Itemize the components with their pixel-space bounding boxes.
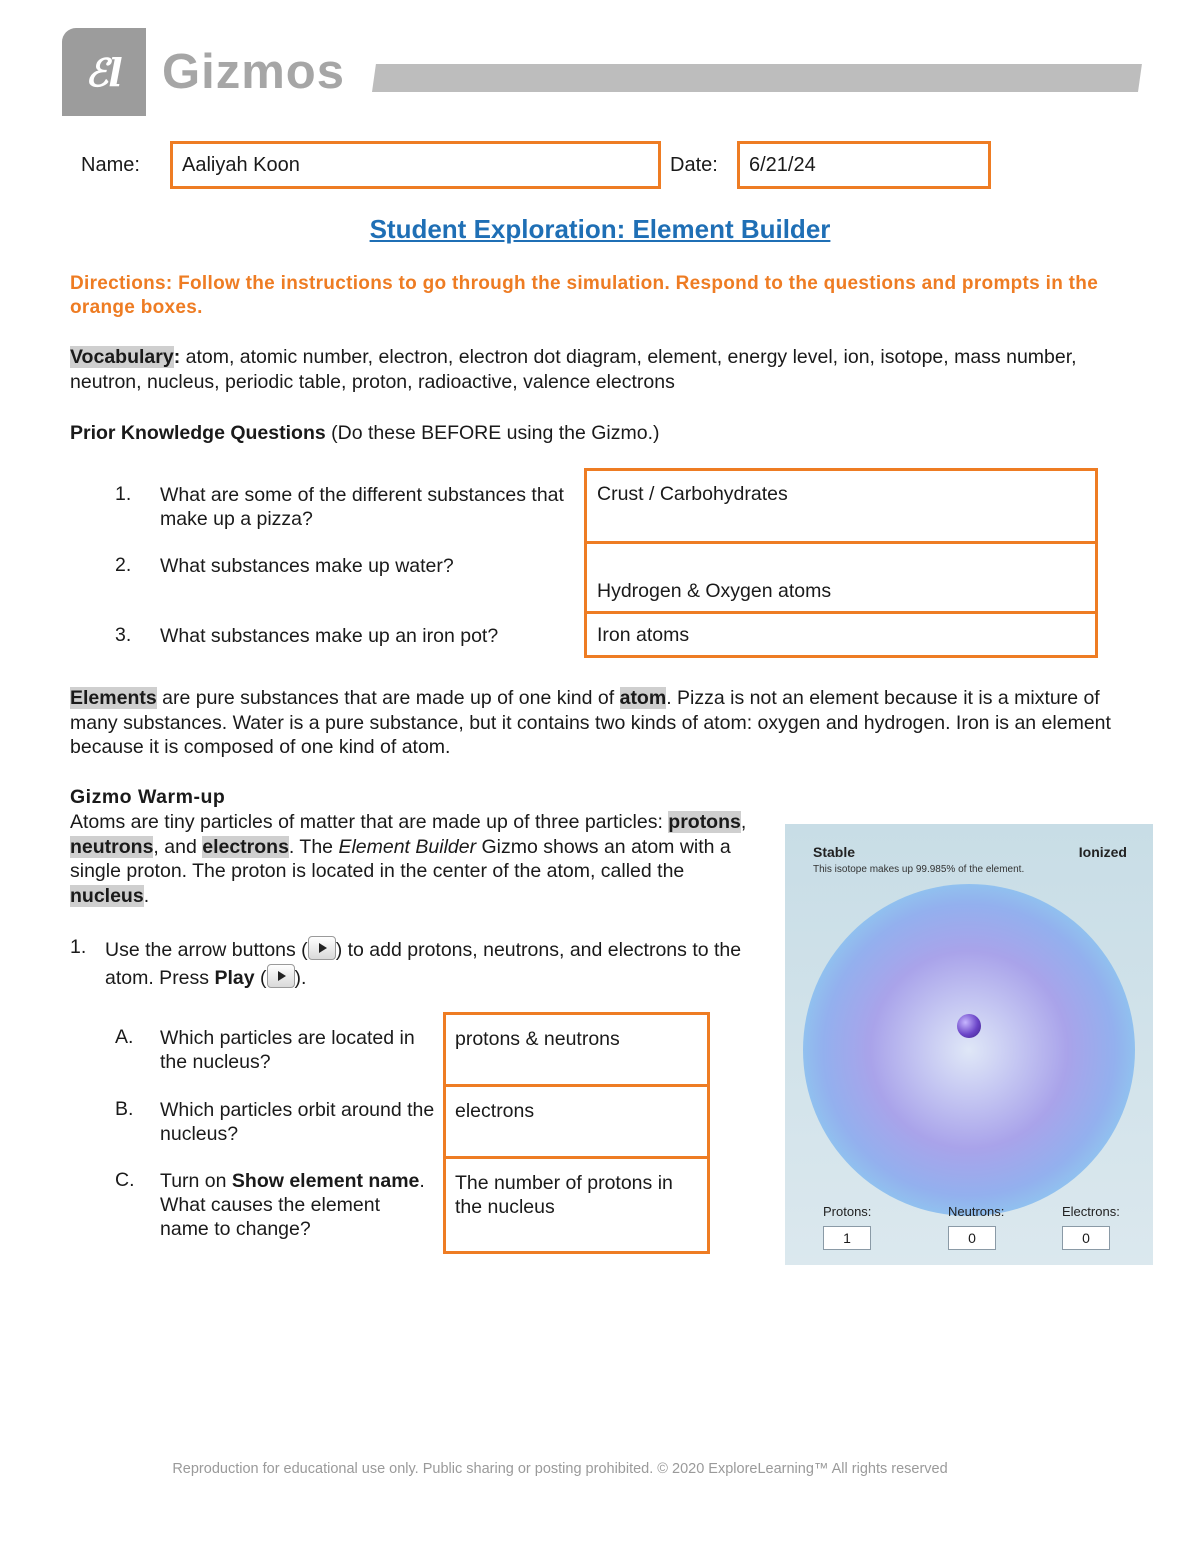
electrons-label: Electrons: — [1062, 1204, 1120, 1219]
wu-answer-a[interactable]: protons & neutrons — [446, 1015, 707, 1087]
pk-answer-3[interactable]: Iron atoms — [597, 624, 690, 646]
pk-q2-text: What substances make up water? — [160, 555, 454, 577]
pk-q3-text: What substances make up an iron pot? — [160, 625, 499, 647]
warmup-step-text: Use the arrow buttons ( ) to add protons, neutrons, and electrons to the atom. Press Play ( ). — [105, 936, 765, 992]
play-button-icon — [267, 964, 295, 988]
wu-answer-c[interactable]: The number of protons in the nucleus — [455, 1172, 673, 1218]
wu-qc-text: Turn on Show element name. What causes the element name to change? — [160, 1170, 425, 1240]
date-field[interactable]: 6/21/24 — [737, 141, 991, 189]
pk-q1-number: 1. — [115, 483, 132, 505]
footer-copyright: Reproduction for educational use only. Public sharing or posting prohibited. © 2020 ExploreLearning™ All rights reserved — [172, 1461, 948, 1477]
pk-q3-number: 3. — [115, 624, 132, 646]
page-title: Student Exploration: Element Builder — [369, 214, 831, 244]
warmup-answers — [443, 1012, 710, 1254]
warmup-step-number: 1. — [70, 936, 87, 958]
prior-knowledge-heading: Prior Knowledge Questions (Do these BEFORE using the Gizmo.) — [70, 422, 660, 444]
warmup-paragraph: Atoms are tiny particles of matter that are made up of three particles: protons, neutrons, and electrons. The Element Builder Gizmo shows an atom with a single proton. The proton is located in the center of the atom, called the nucleus. — [70, 811, 747, 907]
isotope-note: This isotope makes up 99.985% of the element. — [813, 864, 1025, 875]
name-label: Name: — [81, 154, 140, 176]
pk-q2-number: 2. — [115, 554, 132, 576]
directions: Directions: Follow the instructions to go through the simulation. Respond to the questions and prompts in the orange boxes. — [70, 273, 1099, 318]
ionized-label: Ionized — [1078, 844, 1127, 860]
electrons-count: 0 — [1062, 1226, 1110, 1250]
header-bar — [372, 64, 1142, 92]
warmup-heading: Gizmo Warm-up — [70, 786, 226, 808]
atom-electron-cloud — [803, 884, 1135, 1216]
wu-qc-letter: C. — [115, 1169, 135, 1191]
prior-knowledge-answers — [584, 468, 1098, 658]
gizmos-brand: Gizmos — [162, 45, 345, 99]
pk-q1-text: What are some of the different substances that make up a pizza? — [160, 484, 564, 530]
proton-icon — [957, 1014, 981, 1038]
wu-qb-text: Which particles orbit around the nucleus? — [160, 1099, 435, 1145]
pk-answer-2[interactable]: Hydrogen & Oxygen atoms — [587, 544, 1095, 614]
arrow-button-icon — [308, 936, 336, 960]
neutrons-label: Neutrons: — [948, 1204, 1005, 1219]
pk-answer-1[interactable]: Crust / Carbohydrates — [587, 471, 1095, 544]
stable-label: Stable — [813, 844, 856, 860]
wu-qa-letter: A. — [115, 1026, 134, 1048]
wu-answer-b[interactable]: electrons — [446, 1087, 707, 1159]
name-field[interactable]: Aaliyah Koon — [170, 141, 661, 189]
neutrons-count: 0 — [948, 1226, 996, 1250]
protons-label: Protons: — [823, 1204, 872, 1219]
wu-qb-letter: B. — [115, 1098, 134, 1120]
elements-paragraph: Elements are pure substances that are made up of one kind of atom. Pizza is not an element because it is a mixture of many substances. Water is a pure substance, but it contains two kinds of atom: oxygen and hydrogen. Iron is an element because it is composed of one kind of atom. — [70, 687, 1111, 758]
date-label: Date: — [670, 154, 718, 176]
protons-count: 1 — [823, 1226, 871, 1250]
element-builder-image — [785, 824, 1153, 1265]
explorelearning-logo: ℰl — [62, 28, 146, 116]
wu-qa-text: Which particles are located in the nucleus? — [160, 1027, 415, 1073]
vocabulary: Vocabulary: atom, atomic number, electron, electron dot diagram, element, energy level, ion, isotope, mass number, neutron, nucleus, periodic table, proton, radioactive, valence electrons — [70, 346, 1077, 393]
